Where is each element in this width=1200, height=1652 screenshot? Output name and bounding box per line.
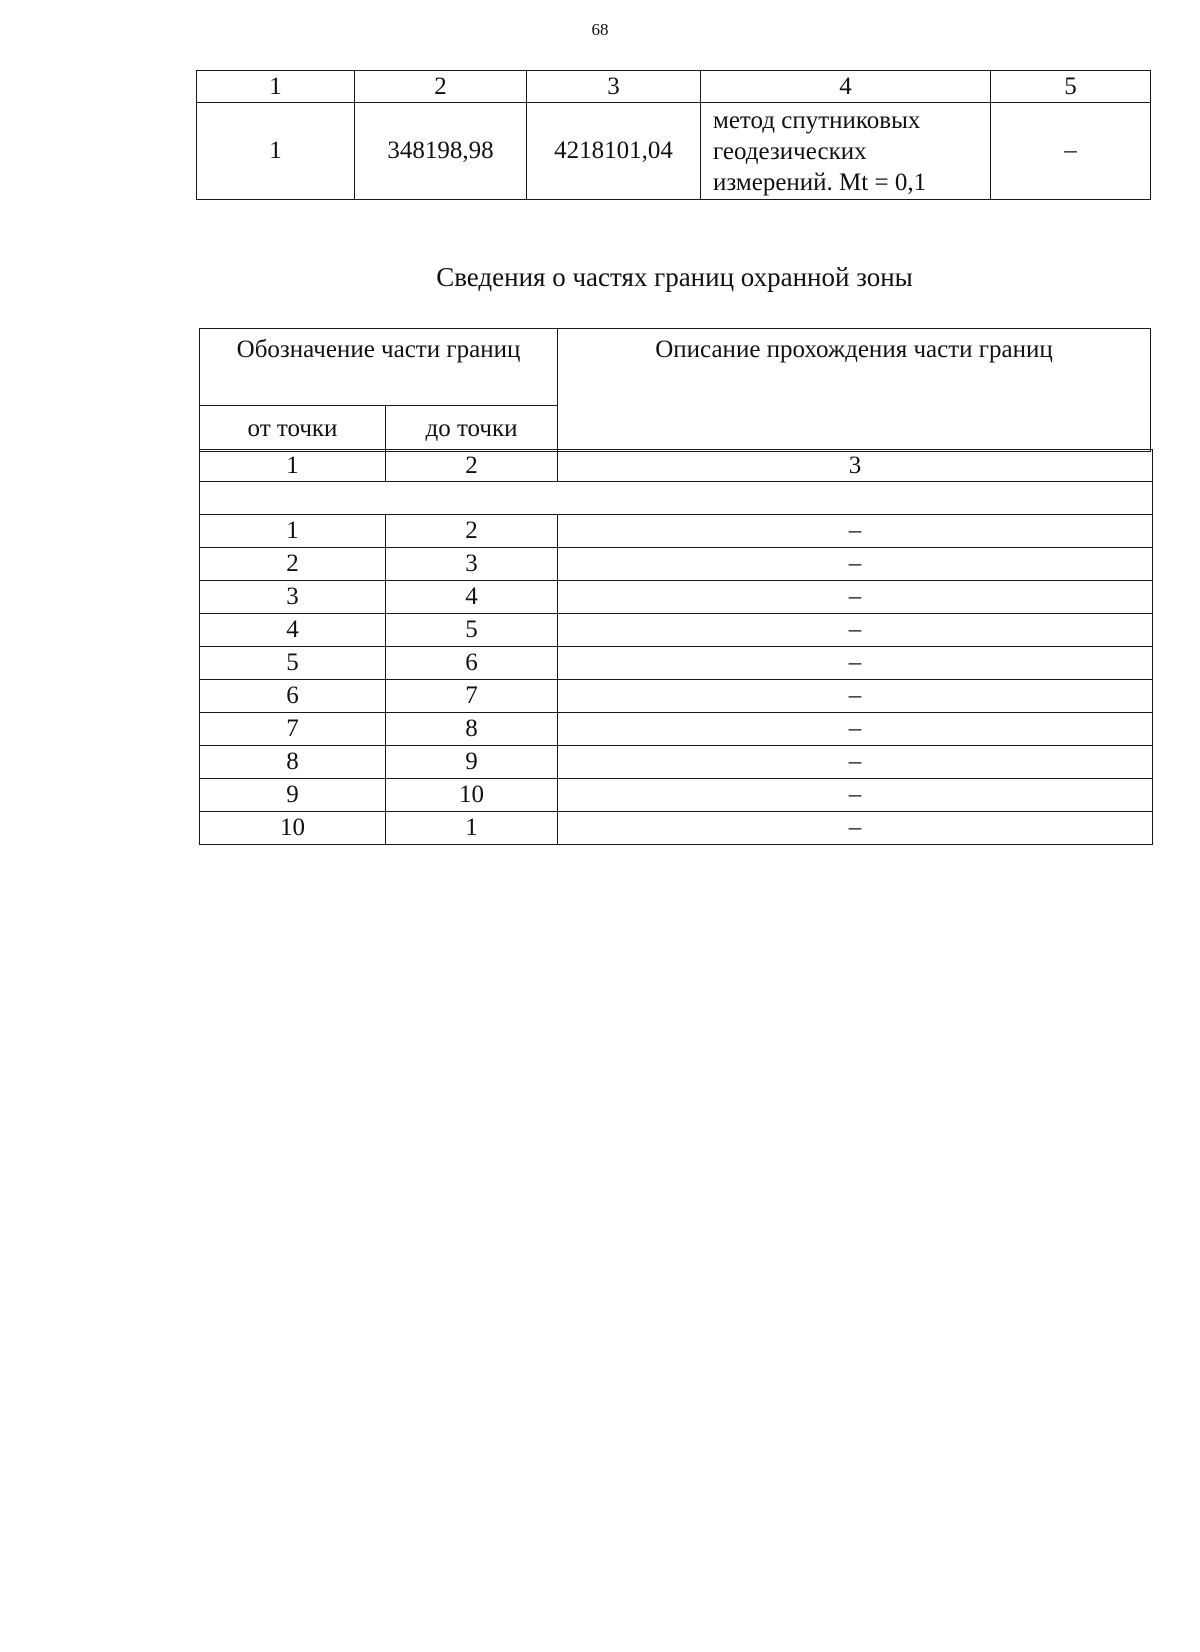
method-line: геодезических bbox=[713, 137, 867, 165]
table-row bbox=[200, 614, 1153, 647]
table-row bbox=[200, 746, 1153, 779]
coordinates-header-row bbox=[197, 71, 1151, 103]
to-point: 4 bbox=[386, 581, 558, 614]
from-point: 6 bbox=[200, 680, 386, 713]
table-row bbox=[200, 680, 1153, 713]
table-row bbox=[200, 647, 1153, 680]
method-line: метод спутниковых bbox=[713, 106, 921, 134]
method-description bbox=[701, 103, 991, 200]
parts-col-number-2: 2 bbox=[386, 450, 558, 482]
col-number-3: 3 bbox=[527, 71, 701, 103]
part-description: – bbox=[558, 647, 1153, 680]
parts-col-number-3: 3 bbox=[558, 450, 1153, 482]
from-point: 2 bbox=[200, 548, 386, 581]
from-point: 4 bbox=[200, 614, 386, 647]
part-description: – bbox=[558, 680, 1153, 713]
from-point: 10 bbox=[200, 812, 386, 845]
method-line: измерений. Mt = 0,1 bbox=[713, 168, 927, 196]
to-point: 10 bbox=[386, 779, 558, 812]
to-point: 6 bbox=[386, 647, 558, 680]
section-title: Сведения о частях границ охранной зоны bbox=[436, 262, 913, 292]
coordinates-table bbox=[196, 70, 1151, 200]
table-row bbox=[200, 713, 1153, 746]
empty-cell bbox=[200, 482, 1153, 515]
col-number-2: 2 bbox=[355, 71, 527, 103]
boundary-description-header: Описание прохождения части границ bbox=[558, 329, 1151, 452]
empty-row bbox=[200, 482, 1153, 515]
table-row bbox=[200, 548, 1153, 581]
coordinates-row bbox=[197, 103, 1151, 200]
part-description: – bbox=[558, 746, 1153, 779]
table-row bbox=[200, 515, 1153, 548]
from-point: 9 bbox=[200, 779, 386, 812]
part-description: – bbox=[558, 614, 1153, 647]
point-note: – bbox=[991, 103, 1151, 200]
parts-table-header bbox=[199, 328, 1151, 452]
to-point: 9 bbox=[386, 746, 558, 779]
to-point: 8 bbox=[386, 713, 558, 746]
part-description: – bbox=[558, 779, 1153, 812]
from-point: 7 bbox=[200, 713, 386, 746]
from-point: 1 bbox=[200, 515, 386, 548]
coordinate-y: 4218101,04 bbox=[527, 103, 701, 200]
part-description: – bbox=[558, 515, 1153, 548]
point-number: 1 bbox=[197, 103, 355, 200]
page-number: 68 bbox=[591, 20, 609, 39]
to-point: 1 bbox=[386, 812, 558, 845]
parts-table bbox=[199, 449, 1153, 845]
col-number-1: 1 bbox=[197, 71, 355, 103]
table-row bbox=[200, 581, 1153, 614]
to-point: 7 bbox=[386, 680, 558, 713]
col-number-5: 5 bbox=[991, 71, 1151, 103]
part-description: – bbox=[558, 812, 1153, 845]
parts-column-numbers-row bbox=[200, 450, 1153, 482]
from-point: 3 bbox=[200, 581, 386, 614]
from-point-header: от точки bbox=[200, 406, 386, 452]
part-description: – bbox=[558, 713, 1153, 746]
parts-col-number-1: 1 bbox=[200, 450, 386, 482]
col-number-4: 4 bbox=[701, 71, 991, 103]
table-row bbox=[200, 779, 1153, 812]
part-description: – bbox=[558, 548, 1153, 581]
to-point: 2 bbox=[386, 515, 558, 548]
boundary-part-designation-header: Обозначение части границ bbox=[200, 329, 558, 406]
from-point: 5 bbox=[200, 647, 386, 680]
coordinate-x: 348198,98 bbox=[355, 103, 527, 200]
from-point: 8 bbox=[200, 746, 386, 779]
to-point-header: до точки bbox=[386, 406, 558, 452]
part-description: – bbox=[558, 581, 1153, 614]
table-row bbox=[200, 812, 1153, 845]
to-point: 3 bbox=[386, 548, 558, 581]
to-point: 5 bbox=[386, 614, 558, 647]
